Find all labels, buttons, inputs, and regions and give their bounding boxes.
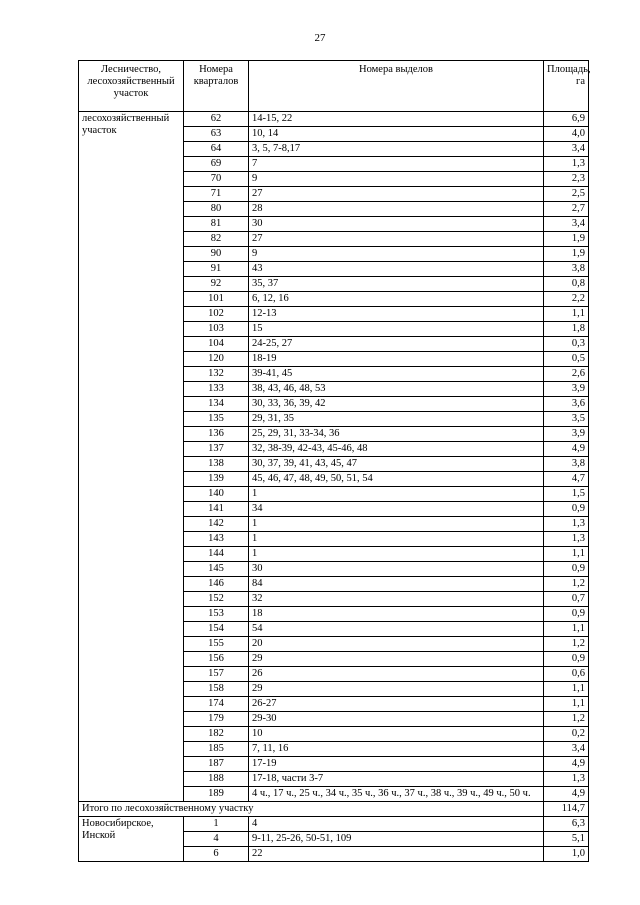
parcel-numbers-cell: 32, 38-39, 42-43, 45-46, 48 <box>249 442 544 457</box>
parcel-numbers-cell: 14-15, 22 <box>249 112 544 127</box>
area-cell: 3,4 <box>544 142 589 157</box>
block-number-cell: 141 <box>184 502 249 517</box>
area-cell: 1,2 <box>544 577 589 592</box>
parcel-numbers-cell: 54 <box>249 622 544 637</box>
area-cell: 6,9 <box>544 112 589 127</box>
block-number-cell: 153 <box>184 607 249 622</box>
block-number-cell: 155 <box>184 637 249 652</box>
area-cell: 0,2 <box>544 727 589 742</box>
area-cell: 3,4 <box>544 217 589 232</box>
area-cell: 2,2 <box>544 292 589 307</box>
area-cell: 0,9 <box>544 652 589 667</box>
block-number-cell: 70 <box>184 172 249 187</box>
parcel-numbers-cell: 12-13 <box>249 307 544 322</box>
parcel-numbers-cell: 27 <box>249 187 544 202</box>
block-number-cell: 137 <box>184 442 249 457</box>
block-number-cell: 90 <box>184 247 249 262</box>
area-cell: 0,7 <box>544 592 589 607</box>
block-number-cell: 69 <box>184 157 249 172</box>
header-district: Лесничество, лесохозяйственный участок <box>79 61 184 112</box>
parcel-numbers-cell: 84 <box>249 577 544 592</box>
block-number-cell: 136 <box>184 427 249 442</box>
block-number-cell: 152 <box>184 592 249 607</box>
area-cell: 3,8 <box>544 262 589 277</box>
parcel-numbers-cell: 26 <box>249 667 544 682</box>
block-number-cell: 80 <box>184 202 249 217</box>
area-cell: 4,9 <box>544 757 589 772</box>
parcel-numbers-cell: 6, 12, 16 <box>249 292 544 307</box>
parcel-numbers-cell: 1 <box>249 487 544 502</box>
parcel-numbers-cell: 30, 33, 36, 39, 42 <box>249 397 544 412</box>
area-cell: 0,9 <box>544 562 589 577</box>
parcel-numbers-cell: 7 <box>249 157 544 172</box>
area-cell: 1,1 <box>544 622 589 637</box>
block-number-cell: 134 <box>184 397 249 412</box>
area-cell: 1,0 <box>544 847 589 862</box>
parcel-numbers-cell: 29-30 <box>249 712 544 727</box>
block-number-cell: 6 <box>184 847 249 862</box>
parcel-numbers-cell: 34 <box>249 502 544 517</box>
area-cell: 1,3 <box>544 157 589 172</box>
block-number-cell: 142 <box>184 517 249 532</box>
area-cell: 1,1 <box>544 307 589 322</box>
area-cell: 2,7 <box>544 202 589 217</box>
area-cell: 0,9 <box>544 607 589 622</box>
block-number-cell: 158 <box>184 682 249 697</box>
area-cell: 3,5 <box>544 412 589 427</box>
block-number-cell: 104 <box>184 337 249 352</box>
table-row <box>79 112 589 127</box>
block-number-cell: 101 <box>184 292 249 307</box>
block-number-cell: 4 <box>184 832 249 847</box>
area-cell: 3,9 <box>544 382 589 397</box>
block-number-cell: 143 <box>184 532 249 547</box>
parcel-numbers-cell: 32 <box>249 592 544 607</box>
block-number-cell: 140 <box>184 487 249 502</box>
block-number-cell: 133 <box>184 382 249 397</box>
parcel-numbers-cell: 30, 37, 39, 41, 43, 45, 47 <box>249 457 544 472</box>
parcel-numbers-cell: 24-25, 27 <box>249 337 544 352</box>
parcel-numbers-cell: 43 <box>249 262 544 277</box>
parcel-numbers-cell: 4 ч., 17 ч., 25 ч., 34 ч., 35 ч., 36 ч., 37 ч., 38 ч., 39 ч., 49 ч., 50 ч. <box>249 787 544 802</box>
area-cell: 1,5 <box>544 487 589 502</box>
parcel-numbers-cell: 9 <box>249 172 544 187</box>
area-cell: 1,8 <box>544 322 589 337</box>
group1-body <box>79 112 589 802</box>
block-number-cell: 187 <box>184 757 249 772</box>
parcel-numbers-cell: 9-11, 25-26, 50-51, 109 <box>249 832 544 847</box>
parcel-numbers-cell: 20 <box>249 637 544 652</box>
group2-body <box>79 817 589 862</box>
parcel-numbers-cell: 38, 43, 46, 48, 53 <box>249 382 544 397</box>
parcel-numbers-cell: 30 <box>249 562 544 577</box>
page-number: 27 <box>314 32 326 44</box>
area-cell: 0,9 <box>544 502 589 517</box>
block-number-cell: 92 <box>184 277 249 292</box>
forest-parcels-table <box>78 60 589 862</box>
area-cell: 5,1 <box>544 832 589 847</box>
parcel-numbers-cell: 35, 37 <box>249 277 544 292</box>
parcel-numbers-cell: 29, 31, 35 <box>249 412 544 427</box>
block-number-cell: 120 <box>184 352 249 367</box>
area-cell: 4,0 <box>544 127 589 142</box>
parcel-numbers-cell: 7, 11, 16 <box>249 742 544 757</box>
area-cell: 1,3 <box>544 532 589 547</box>
block-number-cell: 132 <box>184 367 249 382</box>
parcel-numbers-cell: 45, 46, 47, 48, 49, 50, 51, 54 <box>249 472 544 487</box>
area-cell: 2,6 <box>544 367 589 382</box>
area-cell: 3,9 <box>544 427 589 442</box>
table-row <box>79 817 589 832</box>
block-number-cell: 146 <box>184 577 249 592</box>
block-number-cell: 82 <box>184 232 249 247</box>
parcel-numbers-cell: 17-18, части 3-7 <box>249 772 544 787</box>
block-number-cell: 144 <box>184 547 249 562</box>
parcel-numbers-cell: 22 <box>249 847 544 862</box>
area-cell: 2,3 <box>544 172 589 187</box>
area-cell: 0,3 <box>544 337 589 352</box>
total-area: 114,7 <box>544 802 589 817</box>
area-cell: 3,6 <box>544 397 589 412</box>
block-number-cell: 135 <box>184 412 249 427</box>
parcel-numbers-cell: 29 <box>249 652 544 667</box>
parcel-numbers-cell: 3, 5, 7-8,17 <box>249 142 544 157</box>
area-cell: 0,5 <box>544 352 589 367</box>
area-cell: 4,7 <box>544 472 589 487</box>
block-number-cell: 188 <box>184 772 249 787</box>
block-number-cell: 71 <box>184 187 249 202</box>
area-cell: 1,1 <box>544 697 589 712</box>
parcel-numbers-cell: 4 <box>249 817 544 832</box>
block-number-cell: 64 <box>184 142 249 157</box>
block-number-cell: 91 <box>184 262 249 277</box>
area-cell: 1,9 <box>544 232 589 247</box>
block-number-cell: 182 <box>184 727 249 742</box>
parcel-numbers-cell: 1 <box>249 532 544 547</box>
block-number-cell: 185 <box>184 742 249 757</box>
parcel-numbers-cell: 27 <box>249 232 544 247</box>
block-number-cell: 63 <box>184 127 249 142</box>
parcel-numbers-cell: 9 <box>249 247 544 262</box>
area-cell: 6,3 <box>544 817 589 832</box>
parcel-numbers-cell: 18 <box>249 607 544 622</box>
block-number-cell: 156 <box>184 652 249 667</box>
area-cell: 4,9 <box>544 787 589 802</box>
area-cell: 3,8 <box>544 457 589 472</box>
area-cell: 1,1 <box>544 547 589 562</box>
block-number-cell: 189 <box>184 787 249 802</box>
block-number-cell: 179 <box>184 712 249 727</box>
header-area: Площадь, га <box>544 61 589 112</box>
area-cell: 1,2 <box>544 637 589 652</box>
block-number-cell: 157 <box>184 667 249 682</box>
area-cell: 1,3 <box>544 517 589 532</box>
parcel-numbers-cell: 17-19 <box>249 757 544 772</box>
area-cell: 1,1 <box>544 682 589 697</box>
parcel-numbers-cell: 25, 29, 31, 33-34, 36 <box>249 427 544 442</box>
area-cell: 3,4 <box>544 742 589 757</box>
parcel-numbers-cell: 30 <box>249 217 544 232</box>
total-row <box>79 802 589 817</box>
parcel-numbers-cell: 10, 14 <box>249 127 544 142</box>
header-parcels: Номера выделов <box>249 61 544 112</box>
parcel-numbers-cell: 39-41, 45 <box>249 367 544 382</box>
block-number-cell: 145 <box>184 562 249 577</box>
block-number-cell: 102 <box>184 307 249 322</box>
area-cell: 0,6 <box>544 667 589 682</box>
block-number-cell: 139 <box>184 472 249 487</box>
parcel-numbers-cell: 18-19 <box>249 352 544 367</box>
district-cell: лесохозяйственный участок <box>79 112 184 802</box>
table-header-row <box>79 61 589 112</box>
block-number-cell: 103 <box>184 322 249 337</box>
district-cell: Новосибирское, Инской <box>79 817 184 862</box>
block-number-cell: 81 <box>184 217 249 232</box>
block-number-cell: 62 <box>184 112 249 127</box>
area-cell: 1,3 <box>544 772 589 787</box>
block-number-cell: 1 <box>184 817 249 832</box>
block-number-cell: 154 <box>184 622 249 637</box>
parcel-numbers-cell: 1 <box>249 517 544 532</box>
block-number-cell: 174 <box>184 697 249 712</box>
area-cell: 1,9 <box>544 247 589 262</box>
parcel-numbers-cell: 15 <box>249 322 544 337</box>
area-cell: 1,2 <box>544 712 589 727</box>
total-label: Итого по лесохозяйственному участку <box>79 802 544 817</box>
block-number-cell: 138 <box>184 457 249 472</box>
area-cell: 2,5 <box>544 187 589 202</box>
parcel-numbers-cell: 26-27 <box>249 697 544 712</box>
parcel-numbers-cell: 29 <box>249 682 544 697</box>
area-cell: 4,9 <box>544 442 589 457</box>
parcel-numbers-cell: 1 <box>249 547 544 562</box>
parcel-numbers-cell: 10 <box>249 727 544 742</box>
header-blocks: Номера кварталов <box>184 61 249 112</box>
area-cell: 0,8 <box>544 277 589 292</box>
parcel-numbers-cell: 28 <box>249 202 544 217</box>
